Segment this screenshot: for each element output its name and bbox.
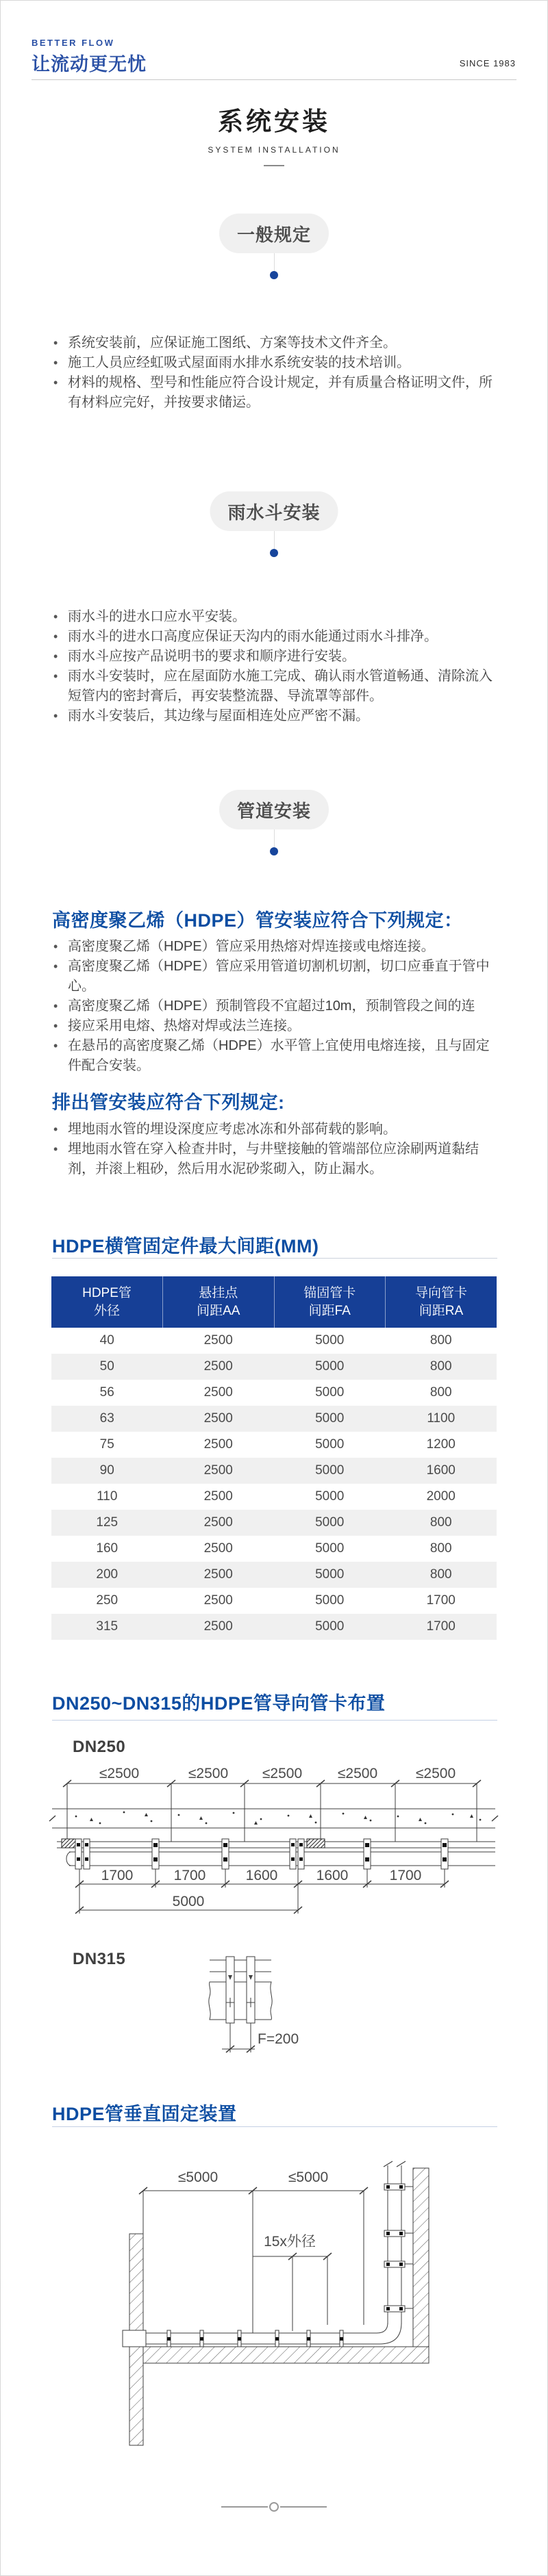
dim-label: ≤5000: [288, 2169, 329, 2185]
table-cell: 5000: [315, 1437, 345, 1452]
table-row: [51, 1614, 497, 1640]
connector-dot: [270, 847, 278, 855]
table-cell: 2000: [426, 1489, 456, 1504]
bullet-item: • 雨水斗的进水口应水平安装。: [52, 607, 501, 627]
table-cell: 56: [99, 1385, 114, 1400]
bullet-item: • 接应采用电熔、热熔对焊或法兰连接。: [52, 1016, 501, 1036]
table-cell: 5000: [315, 1411, 345, 1426]
bullet-item: • 雨水斗安装后，其边缘与屋面相连处应严密不漏。: [52, 706, 501, 726]
dim-label: ≤2500: [188, 1766, 229, 1781]
table-cell: 5000: [315, 1489, 345, 1504]
table-cell: 40: [99, 1333, 114, 1348]
connector-line: [274, 829, 275, 847]
dn250-guide-clamp-diagram: [49, 1763, 501, 1924]
table-cell: 90: [99, 1463, 114, 1478]
dn315-detail-diagram: [196, 1948, 340, 2057]
dim-label: 1600: [316, 1868, 349, 1883]
dim-label: 5000: [172, 1894, 205, 1909]
since-label: SINCE 1983: [459, 58, 516, 68]
table-row: [51, 1432, 497, 1458]
dn315-label: DN315: [73, 1950, 126, 1968]
section-badge-hopper: 雨水斗安装: [210, 491, 338, 531]
table-cell: 800: [429, 1541, 452, 1556]
table-cell: 800: [429, 1515, 452, 1530]
col-header-aa: 悬挂点 间距AA: [163, 1276, 275, 1328]
outlet-pipe-list: [52, 1120, 501, 1179]
table-cell: 2500: [203, 1515, 233, 1530]
section-badge-piping: 管道安装: [219, 790, 329, 829]
table-cell: 125: [96, 1515, 119, 1530]
table-cell: 110: [97, 1489, 118, 1504]
table-row: [51, 1588, 497, 1614]
table-cell: 2500: [203, 1463, 233, 1478]
hdpe-install-heading: 高密度聚乙烯（HDPE）管安装应符合下列规定：: [52, 910, 463, 931]
header-divider: [32, 79, 516, 80]
table-cell: 1100: [427, 1411, 456, 1426]
general-rules-list: [52, 333, 501, 413]
table-cell: 800: [429, 1567, 452, 1582]
table-row: [51, 1380, 497, 1406]
table-cell: 2500: [203, 1541, 233, 1556]
dim-label: 1600: [245, 1868, 278, 1883]
vertical-fixing-diagram: [114, 2160, 443, 2454]
col-header-od: HDPE管 外径: [51, 1276, 163, 1328]
table-cell: 2500: [203, 1619, 233, 1634]
bullet-item: • 雨水斗安装时，应在屋面防水施工完成、确认雨水管道畅通、清除流入短管内的密封膏后，再安装整流器、导流罩等部件。: [52, 667, 501, 706]
section-badge-general: 一般规定: [219, 214, 329, 253]
title-dash: [264, 165, 284, 166]
table-cell: 5000: [315, 1463, 345, 1478]
table-cell: 1700: [426, 1619, 456, 1634]
dim-label: 15x外径: [264, 2234, 316, 2250]
connector-dot: [270, 271, 278, 279]
bullet-item: • 埋地雨水管在穿入检查井时，与井壁接触的管端部位应涂刷两道黏结剂，并滚上粗砂，然后用水泥砂浆砌入，防止漏水。: [52, 1139, 501, 1179]
bullet-item: • 高密度聚乙烯（HDPE）管应采用管道切割机切割，切口应垂直于管中心。: [52, 957, 501, 996]
bullet-item: • 材料的规格、型号和性能应符合设计规定，并有质量合格证明文件，所有材料应完好，并按要求储运。: [52, 373, 501, 413]
table-row: [51, 1328, 497, 1354]
table-cell: 2500: [203, 1567, 233, 1582]
page-subtitle: SYSTEM INSTALLATION: [208, 145, 340, 155]
table-cell: 5000: [315, 1541, 345, 1556]
table-cell: 250: [96, 1593, 119, 1608]
table-cell: 200: [96, 1567, 119, 1582]
table-row: [51, 1406, 497, 1432]
table-cell: 2500: [203, 1359, 233, 1374]
col-header-fa: 锚固管卡 间距FA: [274, 1276, 386, 1328]
footer-line: [280, 2506, 327, 2508]
table-cell: 1200: [426, 1437, 456, 1452]
connector-line: [274, 531, 275, 549]
table-cell: 75: [99, 1437, 114, 1452]
table-cell: 800: [429, 1359, 452, 1374]
col-header-ra: 导向管卡 间距RA: [386, 1276, 497, 1328]
bullet-item: • 雨水斗应按产品说明书的要求和顺序进行安装。: [52, 647, 501, 667]
table-cell: 2500: [203, 1411, 233, 1426]
table-cell: 50: [99, 1359, 114, 1374]
bullet-item: • 埋地雨水管的埋设深度应考虑冰冻和外部荷载的影响。: [52, 1120, 501, 1139]
table-cell: 2500: [203, 1333, 233, 1348]
guide-clamp-title: DN250~DN315的HDPE管导向管卡布置: [52, 1693, 386, 1714]
dim-label: F=200: [258, 2031, 299, 2047]
bullet-item: • 高密度聚乙烯（HDPE）预制管段不宜超过10m，预制管段之间的连: [52, 996, 501, 1016]
bullet-item: • 施工人员应经虹吸式屋面雨水排水系统安装的技术培训。: [52, 353, 501, 373]
table-cell: 2500: [203, 1489, 233, 1504]
hdpe-install-list: [52, 937, 501, 1076]
table-cell: 5000: [315, 1385, 345, 1400]
spacing-table: [51, 1276, 497, 1640]
table-cell: 160: [96, 1541, 119, 1556]
table-row: [51, 1536, 497, 1562]
brand-tagline: BETTER FLOW: [32, 38, 115, 48]
dim-label: ≤2500: [99, 1766, 140, 1781]
table-cell: 800: [429, 1333, 452, 1348]
table-row: [51, 1510, 497, 1536]
dim-label: ≤5000: [177, 2169, 219, 2185]
dim-label: 1700: [389, 1868, 422, 1883]
table-row: [51, 1562, 497, 1588]
table-title-rule: [52, 1258, 497, 1259]
footer-line: [221, 2506, 268, 2508]
guide-clamp-rule: [52, 1720, 497, 1721]
dim-label: ≤2500: [415, 1766, 456, 1781]
table-cell: 2500: [203, 1593, 233, 1608]
table-cell: 1600: [426, 1463, 456, 1478]
table-cell: 5000: [315, 1515, 345, 1530]
footer-ornament: [1, 2502, 547, 2512]
table-row: [51, 1354, 497, 1380]
table-cell: 5000: [315, 1567, 345, 1582]
connector-line: [274, 253, 275, 271]
table-cell: 2500: [203, 1437, 233, 1452]
vertical-device-rule: [52, 2126, 497, 2127]
brand-logo: [32, 38, 147, 76]
bullet-item: • 高密度聚乙烯（HDPE）管应采用热熔对焊连接或电熔连接。: [52, 937, 501, 957]
dim-label: 1700: [173, 1868, 206, 1883]
table-row: [51, 1458, 497, 1484]
dim-label: ≤2500: [337, 1766, 378, 1781]
table-row: [51, 1484, 497, 1510]
bullet-item: • 雨水斗的进水口高度应保证天沟内的雨水能通过雨水斗排净。: [52, 627, 501, 647]
dim-label: ≤2500: [262, 1766, 303, 1781]
table-title: HDPE横管固定件最大间距(MM): [52, 1236, 319, 1257]
page-title: 系统安装: [218, 107, 330, 136]
table-cell: 5000: [315, 1593, 345, 1608]
table-cell: 63: [99, 1411, 114, 1426]
table-cell: 1700: [426, 1593, 456, 1608]
table-cell: 5000: [315, 1619, 345, 1634]
bullet-item: • 系统安装前，应保证施工图纸、方案等技术文件齐全。: [52, 333, 501, 353]
vertical-device-title: HDPE管垂直固定装置: [52, 2104, 237, 2124]
bullet-item: • 在悬吊的高密度聚乙烯（HDPE）水平管上宜使用电熔连接，且与固定件配合安装。: [52, 1036, 501, 1076]
table-cell: 315: [96, 1619, 119, 1634]
connector-dot: [270, 549, 278, 557]
dim-label: 1700: [101, 1868, 134, 1883]
table-cell: 800: [429, 1385, 452, 1400]
outlet-pipe-heading: 排出管安装应符合下列规定:: [52, 1092, 285, 1113]
footer-circle-icon: [269, 2502, 279, 2512]
brand-logotype: 让流动更无忧: [32, 54, 147, 75]
hopper-rules-list: [52, 607, 501, 726]
table-cell: 2500: [203, 1385, 233, 1400]
table-header-row: [51, 1276, 497, 1328]
table-cell: 5000: [315, 1333, 345, 1348]
dn250-label: DN250: [73, 1738, 126, 1756]
table-cell: 5000: [315, 1359, 345, 1374]
